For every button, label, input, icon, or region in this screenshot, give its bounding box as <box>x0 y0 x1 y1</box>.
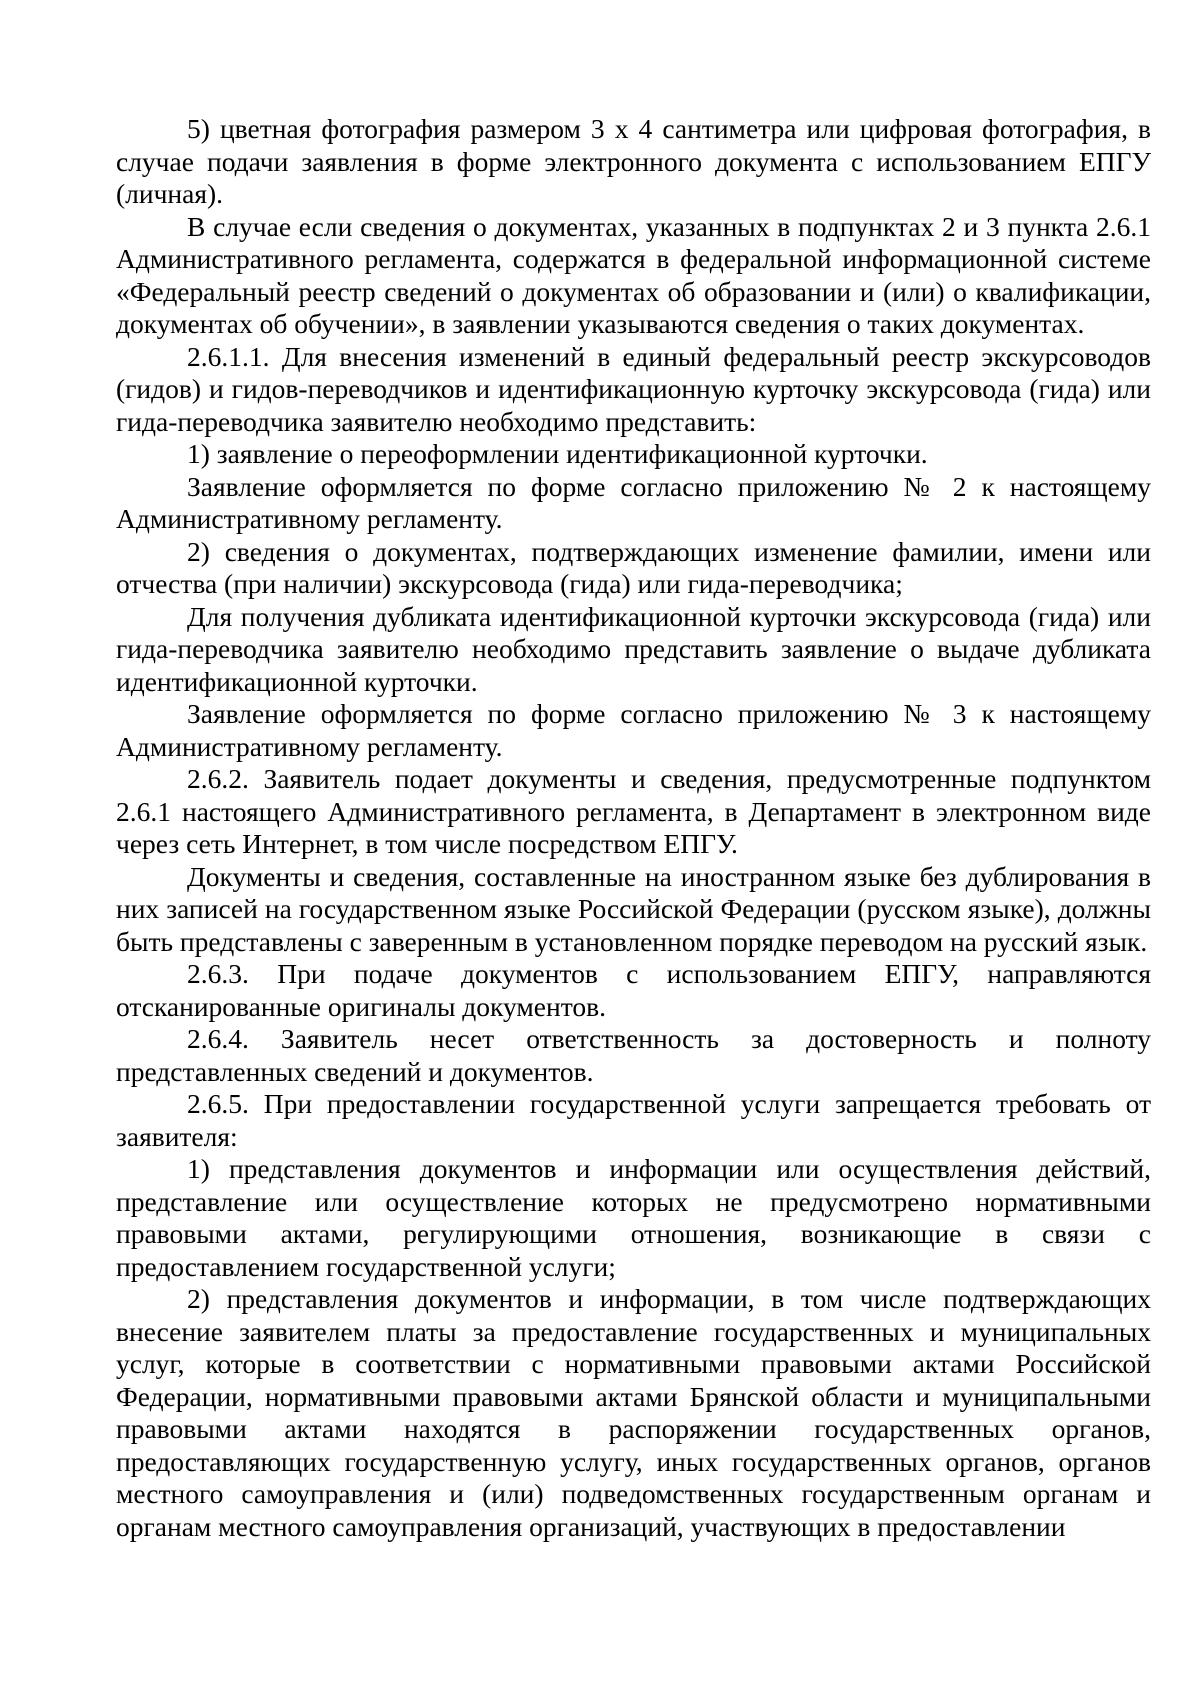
paragraph-form-appendix-3: Заявление оформляется по форме согласно приложению № 3 к настоящему Административному регламенту. <box>116 698 1151 762</box>
paragraph-reissue-application: 1) заявление о переоформлении идентификационной курточки. <box>187 438 928 469</box>
paragraph-2-6-5: 2.6.5. При предоставлении государственной услуги запрещается требовать от заявителя: <box>116 1088 1151 1152</box>
paragraph-duplicate-jacket: Для получения дубликата идентификационной курточки экскурсовода (гида) или гида-переводчика заявителю необходимо представить заявление о выдаче дубликата идентификационной курточки. <box>116 600 1151 697</box>
paragraph-prohibition-2: 2) представления документов и информации, в том числе подтверждающих внесение заявителем платы за предоставление государственных и муниципальных услуг, которые в соответствии с нормативными правовыми актами Российской Федерации, нормативными правовыми актами Брянской области и муниципальными правовыми актами находятся в распоряжении государственных органов, предоставляющих государственную услугу, иных государственных органов, органов местного самоуправления и (или) подведомственных государственным органам и органам местного самоуправления организаций, участвующих в предоставлении <box>116 1283 1151 1542</box>
paragraph-form-appendix-2: Заявление оформляется по форме согласно приложению № 2 к настоящему Административному регламенту. <box>116 470 1151 534</box>
paragraph-prohibition-1: 1) представления документов и информации или осуществления действий, представление или осуществление которых не предусмотрено нормативными правовыми актами, регулирующими отношения, возникающие в связи с предоставлением государственной услуги; <box>116 1153 1151 1282</box>
paragraph-foreign-language-documents: Документы и сведения, составленные на иностранном языке без дублирования в них записей на государственном языке Российской Федерации (русском языке), должны быть представлены с заверенным в установленном порядке переводом на русский язык. <box>116 860 1151 957</box>
paragraph-photo-requirement: 5) цветная фотография размером 3 х 4 сантиметра или цифровая фотография, в случае подачи заявления в форме электронного документа с использованием ЕПГУ (личная). <box>116 113 1151 209</box>
paragraph-federal-registry-info: В случае если сведения о документах, указанных в подпунктах 2 и 3 пункта 2.6.1 Административного регламента, содержатся в федеральной информационной системе «Федеральный реестр сведений о документах об образовании и (или) о квалификации, документах об обучении», в заявлении указываются сведения о таких документах. <box>116 210 1151 339</box>
paragraph-2-6-1-1: 2.6.1.1. Для внесения изменений в единый федеральный реестр экскурсоводов (гидов) и гидов-переводчиков и идентификационную курточку экскурсовода (гида) или гида-переводчика заявителю необходимо представить: <box>116 340 1151 437</box>
paragraph-2-6-4: 2.6.4. Заявитель несет ответственность за достоверность и полноту представленных сведений и документов. <box>116 1023 1151 1087</box>
document-page <box>116 113 1151 1543</box>
paragraph-name-change-documents: 2) сведения о документах, подтверждающих изменение фамилии, имени или отчества (при наличии) экскурсовода (гида) или гида-переводчика; <box>116 535 1151 599</box>
paragraph-2-6-2: 2.6.2. Заявитель подает документы и сведения, предусмотренные подпунктом 2.6.1 настоящего Административного регламента, в Департамент в электронном виде через сеть Интернет, в том числе посредством ЕПГУ. <box>116 763 1151 859</box>
paragraph-2-6-3: 2.6.3. При подаче документов с использованием ЕПГУ, направляются отсканированные оригиналы документов. <box>116 958 1151 1022</box>
